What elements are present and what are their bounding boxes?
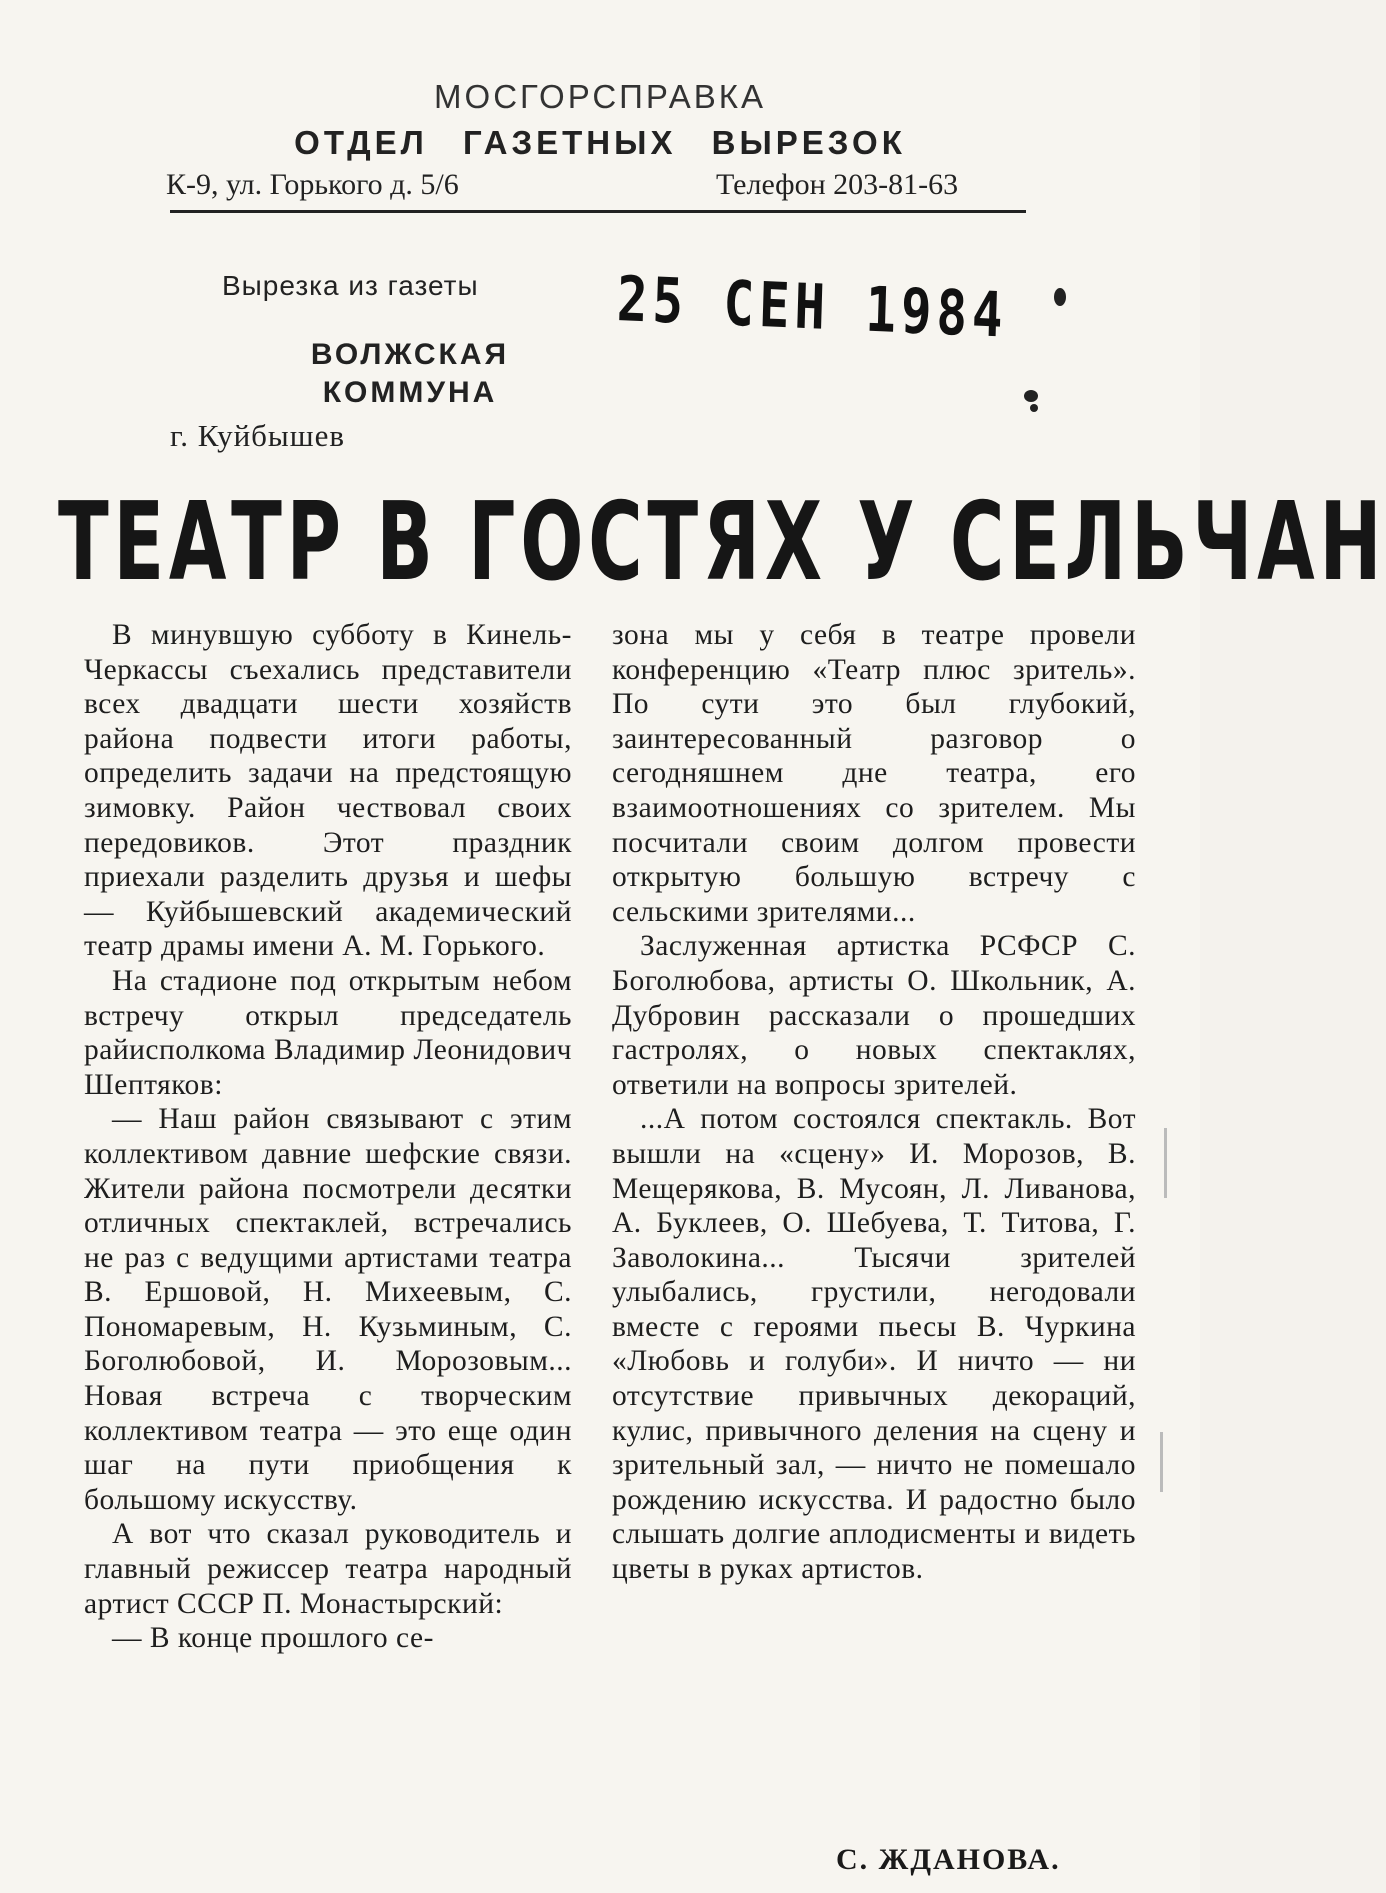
- article-author: С. ЖДАНОВА.: [836, 1843, 1061, 1876]
- article-paragraph: зона мы у себя в театре провели конференцию «Театр плюс зритель». По сути это был глубокий, заинтересованный разговор о сегодняшнем дне театра, его взаимоотношениях со зрителем. Мы посчитали своим долгом провести открытую большую встречу с сельскими зрителями...: [612, 619, 1136, 928]
- newspaper-city: г. Куйбышев: [170, 418, 346, 453]
- scan-edge-mark: [1164, 1128, 1167, 1198]
- article-paragraph: А вот что сказал руководитель и главный режиссер театра народный артист СССР П. Монастырский:: [84, 1518, 572, 1620]
- article-paragraph: Заслуженная артистка РСФСР С. Боголюбова, артисты О. Школьник, А. Дубровин рассказали о прошедших гастролях, о новых спектаклях, ответили на вопросы зрителей.: [612, 930, 1136, 1101]
- agency-address: К-9, ул. Горького д. 5/6: [166, 168, 459, 201]
- agency-name: МОСГОРСПРАВКА: [434, 78, 766, 115]
- date-stamp: 25 СЕН 1984: [615, 262, 1009, 352]
- agency-phone: Телефон 203-81-63: [716, 168, 959, 201]
- article-column-right: [612, 618, 1136, 1587]
- header-divider: [170, 210, 1026, 213]
- article-column-left: [84, 618, 572, 1656]
- article-paragraph: ...А потом состоялся спектакль. Вот вышли на «сцену» И. Морозов, В. Мещерякова, В. Мусоян, Л. Ливанова, А. Буклеев, О. Шебуева, Т. Титова, Г. Заволокина... Тысячи зрителей улыбались, грустили, негодовали вместе с героями пьесы В. Чуркина «Любовь и голуби». И ничто — ни отсутствие привычных декораций, кулис, привычного деления на сцену и зрительный зал, — ничто не помешало рождению искусства. И радостно было слышать долгие аплодисменты и видеть цветы в руках артистов.: [612, 1103, 1136, 1586]
- article-paragraph: В минувшую субботу в Кинель-Черкассы съехались представители всех двадцати шести хозяйств района подвести итоги работы, определить задачи на предстоящую зимовку. Район чествовал своих передовиков. Этот праздник приехали разделить друзья и шефы — Куйбышевский академический театр драмы имени А. М. Горького.: [84, 619, 572, 963]
- scan-edge-mark: [1160, 1432, 1163, 1492]
- article-headline: ТЕАТР В ГОСТЯХ У СЕЛЬЧАН: [58, 479, 1386, 605]
- department-name: ОТДЕЛ ГАЗЕТНЫХ ВЫРЕЗОК: [294, 124, 906, 161]
- ink-blot: [1024, 390, 1038, 402]
- newspaper-title: ВОЛЖСКАЯ КОММУНА: [310, 338, 510, 409]
- article-paragraph: — Наш район связывают с этим коллективом давние шефские связи. Жители района посмотрели десятки отличных спектаклей, встречались не раз с ведущими артистами театра В. Ершовой, Н. Михеевым, С. Пономаревым, Н. Кузьминым, С. Боголюбовой, И. Морозовым... Новая встреча с творческим коллективом театра — это еще один шаг на пути приобщения к большому искусству.: [84, 1103, 572, 1516]
- ink-blot: [1030, 404, 1038, 412]
- ink-blot: [1054, 288, 1066, 306]
- article-paragraph: — В конце прошлого се-: [112, 1622, 434, 1655]
- clipping-label: Вырезка из газеты: [222, 270, 479, 301]
- article-paragraph: На стадионе под открытым небом встречу открыл председатель райисполкома Владимир Леонидович Шептяков:: [84, 964, 572, 1101]
